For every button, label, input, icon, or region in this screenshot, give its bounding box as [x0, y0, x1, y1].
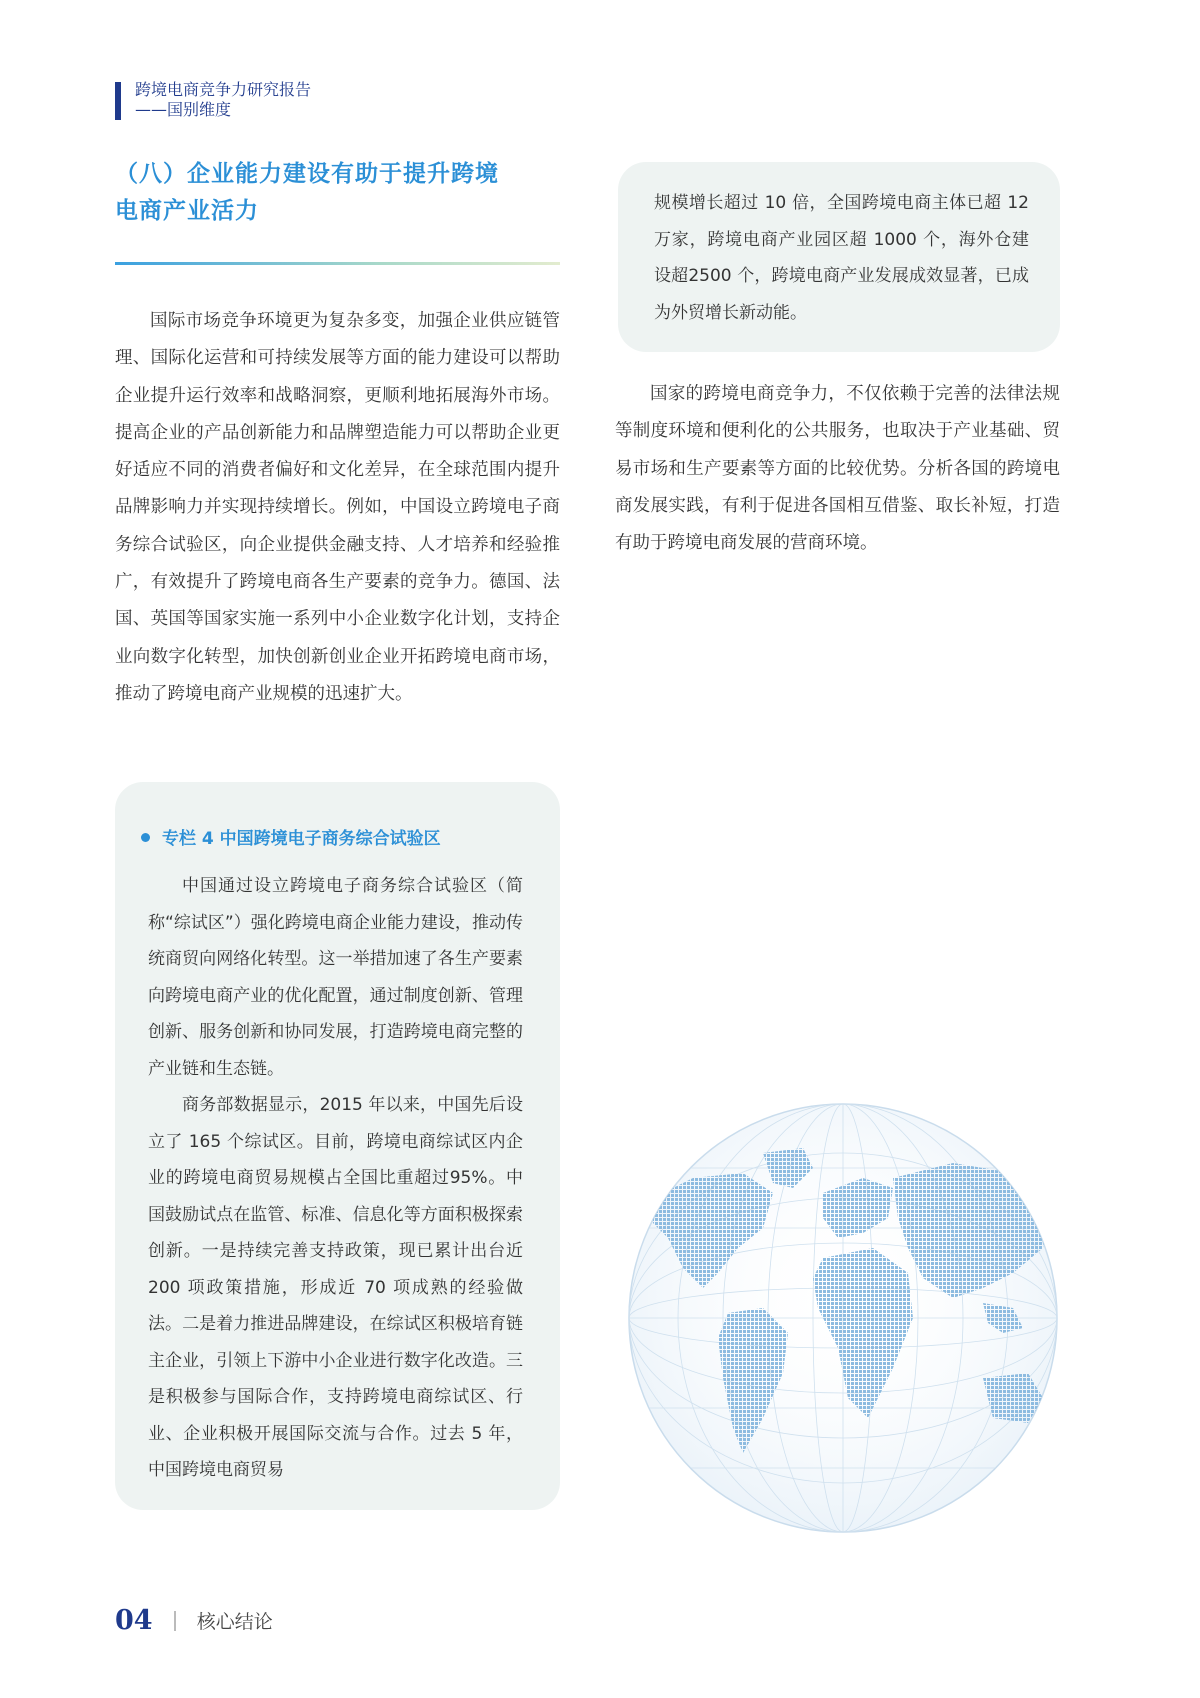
column-box-paragraph-2: 商务部数据显示，2015 年以来，中国先后设立了 165 个综试区。目前，跨境电商综试区内企业的跨境电商贸易规模占全国比重超过95%。中国鼓励试点在监管、标准、信息化等方面积极探索创新。一是持续完善支持政策，现已累计出台近 200 项政策措施，形成近 70 项成熟的经验做法。二是着力推进品牌建设，在综试区积极培育链主企业，引领上下游中小企业进行数字化改造。三是积极参与国际合作，支持跨境电商综试区、行业、企业积极开展国际交流与合作。过去 5 年，中国跨境电商贸易: [148, 1095, 523, 1480]
globe-icon: [623, 1098, 1063, 1538]
left-body-paragraph: 国际市场竞争环境更为复杂多变，加强企业供应链管理、国际化运营和可持续发展等方面的能力建设可以帮助企业提升运行效率和战略洞察，更顺利地拓展海外市场。提高企业的产品创新能力和品牌塑造能力可以帮助企业更好适应不同的消费者偏好和文化差异，在全球范围内提升品牌影响力并实现持续增长。例如，中国设立跨境电子商务综合试验区，向企业提供金融支持、人才培养和经验推广，有效提升了跨境电商各生产要素的竞争力。德国、法国、英国等国家实施一系列中小企业数字化计划，支持企业向数字化转型，加快创新创业企业开拓跨境电商市场，推动了跨境电商产业规模的迅速扩大。: [115, 311, 560, 704]
right-body-text: [615, 376, 1060, 562]
header-title-line2: ——国别维度: [135, 100, 232, 119]
column-box-continued: [618, 162, 1060, 352]
bullet-dot-icon: [141, 833, 150, 842]
footer-section-label: 核心结论: [196, 1611, 273, 1633]
section-title-line2: 电商产业活力: [115, 198, 259, 224]
column-box-body: [148, 868, 523, 1489]
column-box-continued-text: 规模增长超过 10 倍，全国跨境电商主体已超 12 万家，跨境电商产业园区超 1000 个，海外仓建设超2500 个，跨境电商产业发展成效显著，已成为外贸增长新动能。: [654, 193, 1029, 323]
column-box: [115, 782, 560, 1510]
column-box-heading-text: 专栏 4 中国跨境电子商务综合试验区: [162, 829, 441, 849]
column-box-paragraph-1: 中国通过设立跨境电子商务综合试验区（简称“综试区”）强化跨境电商企业能力建设，推动传统商贸向网络化转型。这一举措加速了各生产要素向跨境电商产业的优化配置，通过制度创新、管理创新、服务创新和协同发展，打造跨境电商完整的产业链和生态链。: [148, 876, 523, 1079]
section-title: [115, 156, 555, 230]
header-title: [135, 80, 311, 120]
page-number: 04: [115, 1605, 153, 1636]
column-box-heading: [141, 824, 441, 849]
section-title-line1: （八）企业能力建设有助于提升跨境: [115, 161, 499, 187]
header-accent-bar: [115, 82, 121, 120]
title-divider: [115, 262, 560, 265]
right-body-paragraph: 国家的跨境电商竞争力，不仅依赖于完善的法律法规等制度环境和便利化的公共服务，也取决于产业基础、贸易市场和生产要素等方面的比较优势。分析各国的跨境电商发展实践，有利于促进各国相互借鉴、取长补短，打造有助于跨境电商发展的营商环境。: [615, 384, 1060, 554]
footer-divider: [174, 1611, 176, 1631]
left-body-text: [115, 303, 560, 713]
header-title-line1: 跨境电商竞争力研究报告: [135, 80, 312, 99]
page-footer: [115, 1605, 273, 1641]
